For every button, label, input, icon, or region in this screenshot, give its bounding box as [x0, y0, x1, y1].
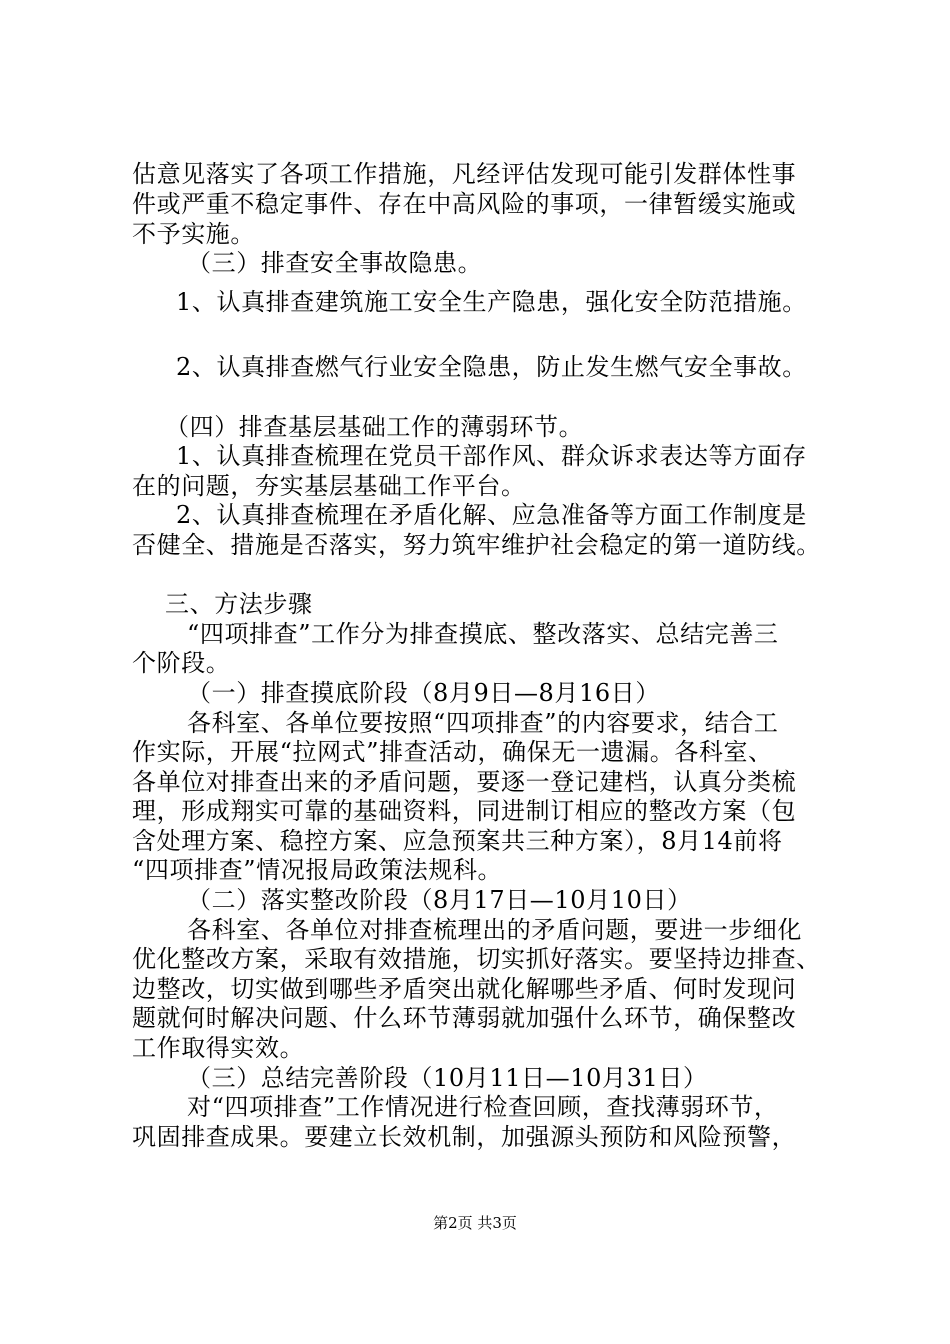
- text-line: 各科室、各单位要按照“四项排查”的内容要求，结合工: [187, 709, 779, 737]
- text-line: “四项排查”工作分为排查摸底、整改落实、总结完善三: [187, 620, 779, 648]
- text-line: 巩固排查成果。要建立长效机制，加强源头预防和风险预警，: [132, 1123, 797, 1151]
- text-line: 否健全、措施是否落实，努力筑牢维护社会稳定的第一道防线。: [132, 531, 821, 559]
- text-line: （三）排查安全事故隐患。: [187, 249, 483, 277]
- text-line: （二）落实整改阶段（8月17日—10月10日）: [187, 886, 692, 914]
- text-line: 边整改，切实做到哪些矛盾突出就化解哪些矛盾、何时发现问: [132, 975, 797, 1003]
- text-line: 含处理方案、稳控方案、应急预案共三种方案），8月14前将: [132, 827, 783, 855]
- text-line: 各科室、各单位对排查梳理出的矛盾问题，要进一步细化: [187, 916, 802, 944]
- text-line: 各单位对排查出来的矛盾问题，要逐一登记建档，认真分类梳: [132, 768, 797, 796]
- text-line: 1、认真排查梳理在党员干部作风、群众诉求表达等方面存: [176, 442, 807, 470]
- text-line: 2、认真排查梳理在矛盾化解、应急准备等方面工作制度是: [176, 501, 807, 529]
- text-line: “四项排查”情况报局政策法规科。: [132, 856, 503, 884]
- text-line: 题就何时解决问题、什么环节薄弱就加强什么环节，确保整改: [132, 1004, 797, 1032]
- text-line: 三、方法步骤: [165, 590, 313, 618]
- text-line: 个阶段。: [132, 649, 231, 677]
- text-line: （一）排查摸底阶段（8月9日—8月16日）: [187, 679, 660, 707]
- text-line: 件或严重不稳定事件、存在中高风险的事项，一律暂缓实施或: [132, 190, 797, 218]
- text-line: 2、认真排查燃气行业安全隐患，防止发生燃气安全事故。: [176, 353, 807, 381]
- page-footer: 第2页 共3页: [433, 1214, 517, 1232]
- text-line: 1、认真排查建筑施工安全生产隐患，强化安全防范措施。: [176, 288, 807, 316]
- text-line: 作实际，开展“拉网式”排查活动，确保无一遗漏。各科室、: [132, 738, 773, 766]
- text-line: 估意见落实了各项工作措施，凡经评估发现可能引发群体性事: [132, 160, 797, 188]
- text-line: 优化整改方案，采取有效措施，切实抓好落实。要坚持边排查、: [132, 945, 821, 973]
- text-line: （四）排查基层基础工作的薄弱环节。: [165, 413, 584, 441]
- text-line: 工作取得实效。: [132, 1034, 305, 1062]
- text-line: 理，形成翔实可靠的基础资料，同进制订相应的整改方案（包: [132, 797, 797, 825]
- text-line: （三）总结完善阶段（10月11日—10月31日）: [187, 1064, 708, 1092]
- text-line: 不予实施。: [132, 220, 255, 248]
- text-line: 在的问题，夯实基层基础工作平台。: [132, 472, 526, 500]
- text-line: 对“四项排查”工作情况进行检查回顾，查找薄弱环节，: [187, 1093, 779, 1121]
